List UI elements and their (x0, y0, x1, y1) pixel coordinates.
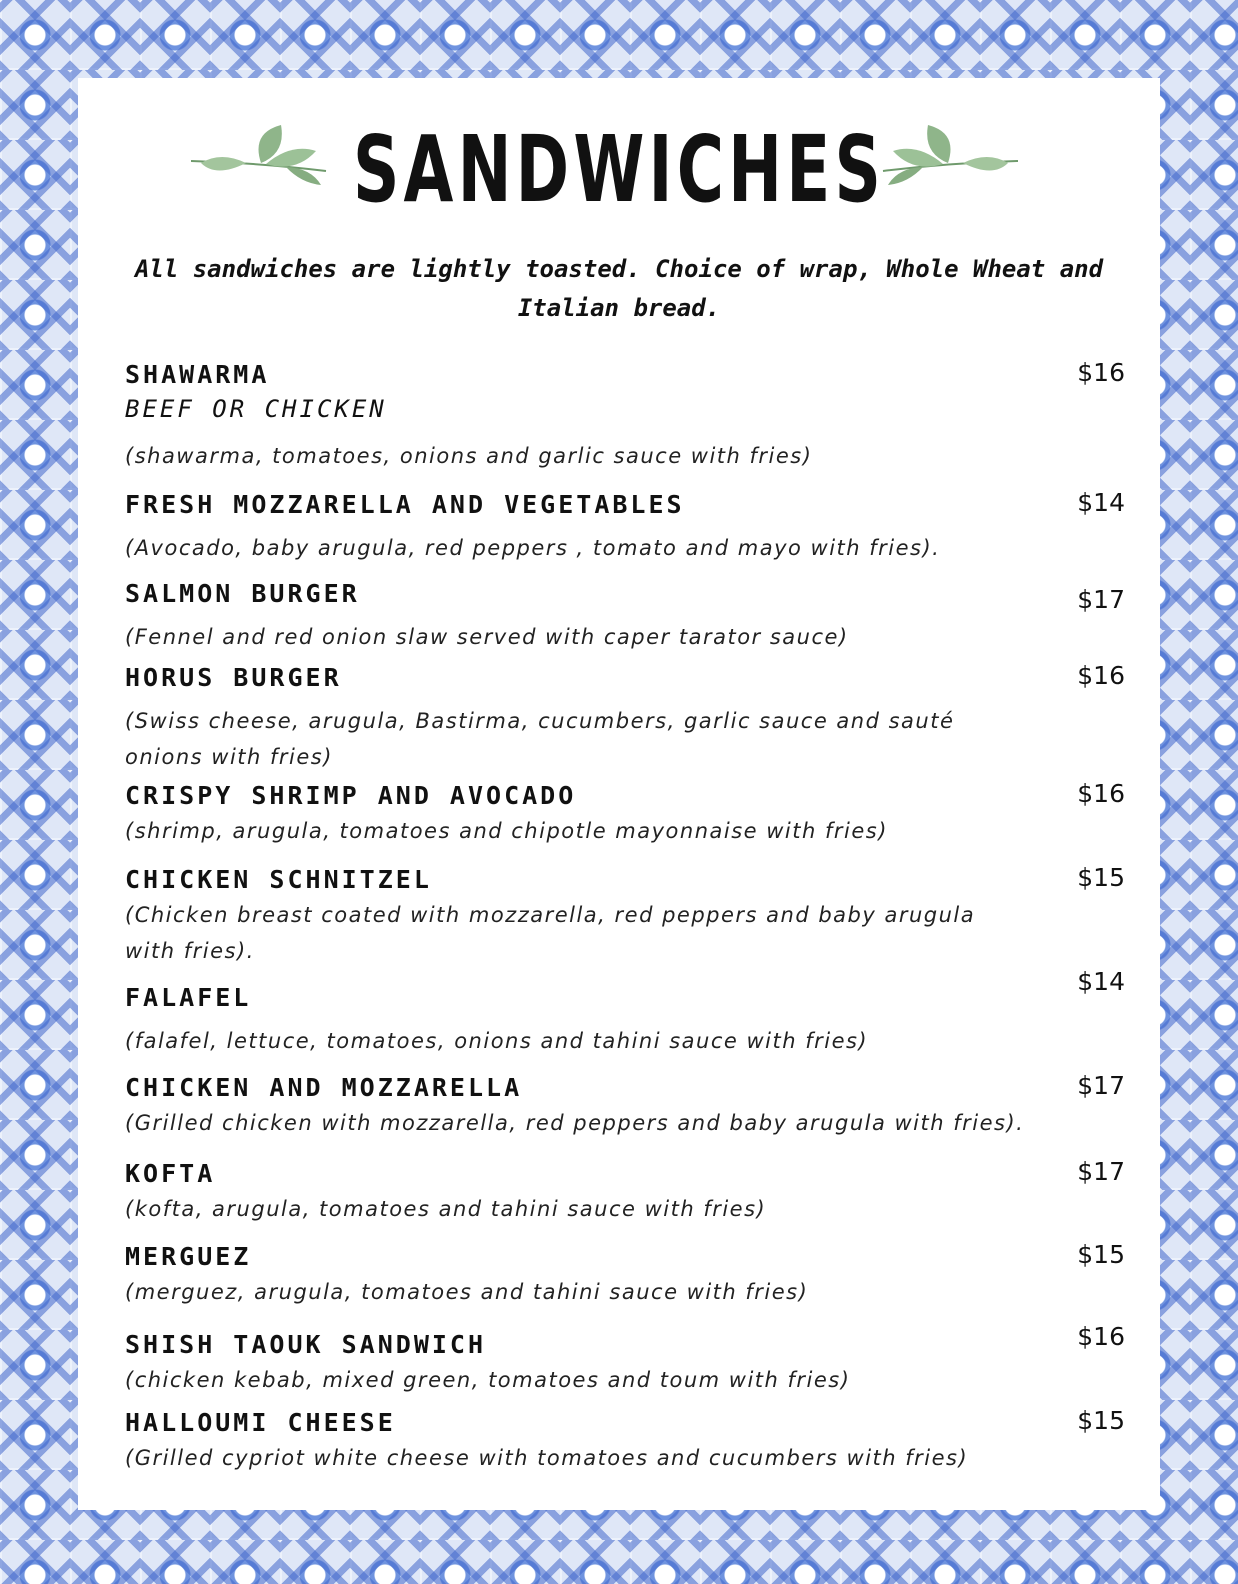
item-description: (falafel, lettuce, tomatoes, onions and tahini sauce with fries) (125, 1029, 869, 1053)
menu-item (125, 1157, 1125, 1240)
menu-panel (78, 78, 1160, 1510)
menu-item (125, 863, 1125, 981)
item-name: CRISPY SHRIMP AND AVOCADO (125, 781, 577, 810)
item-name: SALMON BURGER (125, 579, 360, 608)
page-title: SANDWICHES (352, 116, 886, 223)
menu-items (125, 358, 1125, 1486)
item-price: $14 (1077, 967, 1125, 996)
item-description: (shawarma, tomatoes, onions and garlic sauce with fries) (125, 444, 813, 468)
item-name: HORUS BURGER (125, 663, 342, 692)
menu-item (125, 967, 1125, 1071)
item-subname: BEEF OR CHICKEN (125, 395, 387, 423)
item-description: (Avocado, baby arugula, red peppers , tomato and mayo with fries). (125, 536, 941, 560)
item-price: $16 (1077, 1322, 1125, 1351)
item-price: $14 (1077, 488, 1125, 517)
item-price: $16 (1077, 779, 1125, 808)
item-description: (Chicken breast coated with mozzarella, red peppers and baby arugula with fries). (125, 903, 976, 963)
menu-item (125, 1071, 1125, 1157)
menu-item (125, 779, 1125, 863)
item-description: (chicken kebab, mixed green, tomatoes and toum with fries) (125, 1368, 851, 1392)
menu-item (125, 358, 1125, 488)
item-price: $15 (1077, 1240, 1125, 1269)
item-description: (merguez, arugula, tomatoes and tahini sauce with fries) (125, 1280, 809, 1304)
menu-item (125, 577, 1125, 661)
menu-item (125, 1240, 1125, 1328)
item-description: (Grilled chicken with mozzarella, red peppers and baby arugula with fries). (125, 1111, 1025, 1135)
item-name: SHISH TAOUK SANDWICH (125, 1330, 487, 1359)
item-price: $17 (1077, 585, 1125, 614)
item-description: (Swiss cheese, arugula, Bastirma, cucumbers, garlic sauce and sauté onions with fries) (125, 709, 955, 769)
item-price: $17 (1077, 1071, 1125, 1100)
item-price: $17 (1077, 1157, 1125, 1186)
item-description: (shrimp, arugula, tomatoes and chipotle mayonnaise with fries) (125, 819, 888, 843)
item-description: (Fennel and red onion slaw served with caper tarator sauce) (125, 625, 849, 649)
item-price: $15 (1077, 1406, 1125, 1435)
item-name: CHICKEN AND MOZZARELLA (125, 1073, 523, 1102)
item-name: FRESH MOZZARELLA AND VEGETABLES (125, 490, 685, 519)
item-price: $16 (1077, 661, 1125, 690)
item-description: (Grilled cypriot white cheese with tomatoes and cucumbers with fries) (125, 1446, 969, 1470)
menu-item (125, 1322, 1125, 1406)
item-name: CHICKEN SCHNITZEL (125, 865, 432, 894)
item-description: (kofta, arugula, tomatoes and tahini sauce with fries) (125, 1197, 767, 1221)
menu-item (125, 1406, 1125, 1486)
item-name: FALAFEL (125, 983, 252, 1012)
item-name: SHAWARMA (125, 360, 270, 389)
leaf-branch-icon (878, 123, 1018, 193)
menu-item (125, 661, 1125, 779)
item-name: MERGUEZ (125, 1242, 252, 1271)
item-price: $15 (1077, 863, 1125, 892)
item-name: HALLOUMI CHEESE (125, 1408, 396, 1437)
item-name: KOFTA (125, 1159, 216, 1188)
menu-intro: All sandwiches are lightly toasted. Choice of wrap, Whole Wheat and Italian bread. (134, 255, 1104, 322)
item-price: $16 (1077, 358, 1125, 387)
menu-item (125, 488, 1125, 577)
